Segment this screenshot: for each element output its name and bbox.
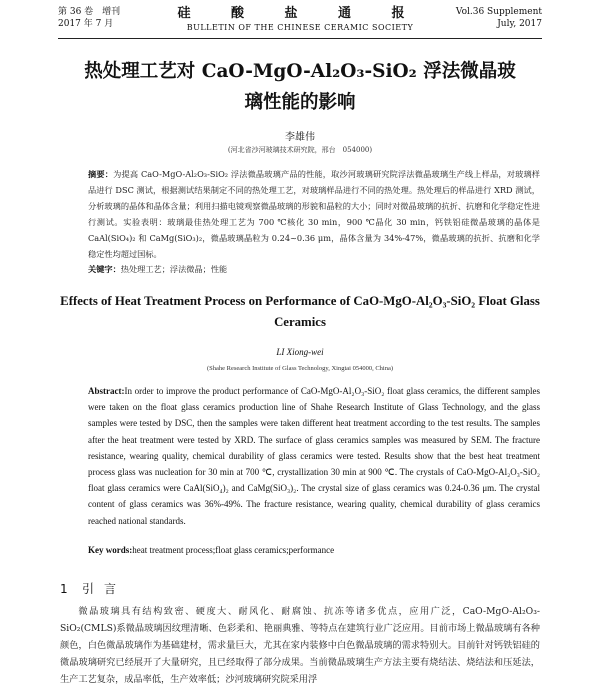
abstract-en-text: In order to improve the product performance of CaO-MgO-Al₂O₃-SiO₂ float glass ceramics, the different samples were taken on the float glass ceramics production line of Shahe Research Institute of Glass Technology, and the glass samples were tested by DSC, then the samples were taken different heat treatment according to the test results. The samples after the heat treatment were tested by XRD. The surface of glass ceramics samples was measured by SEM. The fracture resistance, wearing quality, chemical durability of glass ceramics were tested. Results show that the best heat treatment process glass was nucleation for 30 min at 700 ℃, crystallization 30 min at 900 ℃. The crystals of CaO-MgO-Al₂O₃-SiO₂ float glass ceramics were CaAl(SiO₄)₂ and CaMg(SiO₃)₂. The crystal size of glass ceramics was 0.24-0.36 μm. The crystal content of glass ceramics was 36%-49%. The fracture resistance, wearing quality, chemical durability of glass ceramics reached national standards.	[88, 386, 540, 526]
author-en: LI Xiong-wei	[276, 347, 324, 357]
section-title: 引言	[82, 582, 127, 596]
author-cn: 李雄伟	[285, 132, 315, 143]
abstract-cn-label: 摘要：	[88, 169, 114, 179]
intro-paragraph: 微晶玻璃具有结构致密、硬度大、耐风化、耐腐蚀、抗冻等诸多优点，应用广泛，CaO-MgO-Al₂O₃-SiO₂(CMLS)系微晶玻璃因纹理清晰、色彩柔和、艳丽典雅、等特点在建筑行业广泛应用。目前市场上微晶玻璃有各种颜色，白色微晶玻璃作为基础建材，需求量巨大，尤其在家内装修中白色微晶玻璃的需求特别大。目前针对钙铁铝硅的微晶玻璃研究已经展开了大量研究，且已经取得了部分成果。当前微晶玻璃生产方法主要有烧结法、烧结法和压延法，生产工艺复杂，成品率低，生产效率低；沙河玻璃研究院采用浮	[60, 606, 540, 685]
paper-title-cn: 热处理工艺对 CaO-MgO-Al₂O₃-SiO₂ 浮法微晶玻璃性能的影响	[84, 61, 516, 113]
volume-cn: 第 36 卷 增刊	[58, 7, 121, 17]
keywords-en-text: heat treatment process;float glass ceramics;performance	[132, 545, 335, 555]
journal-name-en: BULLETIN OF THE CHINESE CERAMIC SOCIETY	[186, 23, 414, 32]
volume-en: Vol.36 Supplement	[455, 7, 542, 17]
journal-name-cn: 硅 酸 盐 通 报	[177, 6, 423, 21]
running-header	[58, 6, 542, 40]
abstract-en	[88, 383, 540, 529]
section-heading-intro	[60, 580, 126, 597]
date-cn: 2017 年 7 月	[58, 19, 114, 29]
abstract-cn	[88, 166, 540, 262]
date-en: July, 2017	[497, 19, 542, 29]
abstract-en-label: Abstract:	[88, 386, 125, 396]
section-number: 1	[60, 582, 68, 596]
keywords-cn-text: 热处理工艺；浮法微晶；性能	[120, 264, 228, 274]
header-right	[456, 6, 542, 30]
keywords-en	[88, 545, 540, 555]
abstract-cn-text: 为提高 CaO-MgO-Al₂O₃-SiO₂ 浮法微晶玻璃产品的性能，取沙河玻璃研究院浮法微晶玻璃生产线上样品，对玻璃样品进行 DSC 测试，根据测试结果制定不同的热处理工艺，对玻璃样品进行不同的热处理。热处理后的样品进行 XRD 测试，分析玻璃的晶体和晶体含量；利用扫描电镜观察微晶玻璃的形貌和晶粒的大小；同时对微晶玻璃的抗折、抗磨和化学稳定性进行测试。实验表明：玻璃最佳热处理工艺为 700 ℃核化 30 min，900 ℃晶化 30 min，钙铁铝硅微晶玻璃的晶体是 CaAl(SiO₄)₂ 和 CaMg(SiO₃)₂，微晶玻璃晶粒为 0.24~0.36 μm，晶体含量为 34%-47%，微晶玻璃的抗折、抗磨和化学稳定性均超过国标。	[88, 169, 540, 259]
keywords-cn-label: 关键字：	[88, 264, 121, 274]
header-divider	[58, 38, 542, 39]
affiliation-cn: (河北省沙河玻璃技术研究院，邢台 054000)	[227, 146, 373, 154]
paper-title-en: Effects of Heat Treatment Process on Performance of CaO-MgO-Al₂O₃-SiO₂ Float Glass Ceramics	[60, 294, 540, 329]
keywords-cn	[88, 264, 540, 275]
affiliation-en: (Shahe Research Institute of Glass Technology, Xingtai 054000, China)	[206, 365, 394, 372]
keywords-en-label: Key words:	[88, 545, 133, 555]
